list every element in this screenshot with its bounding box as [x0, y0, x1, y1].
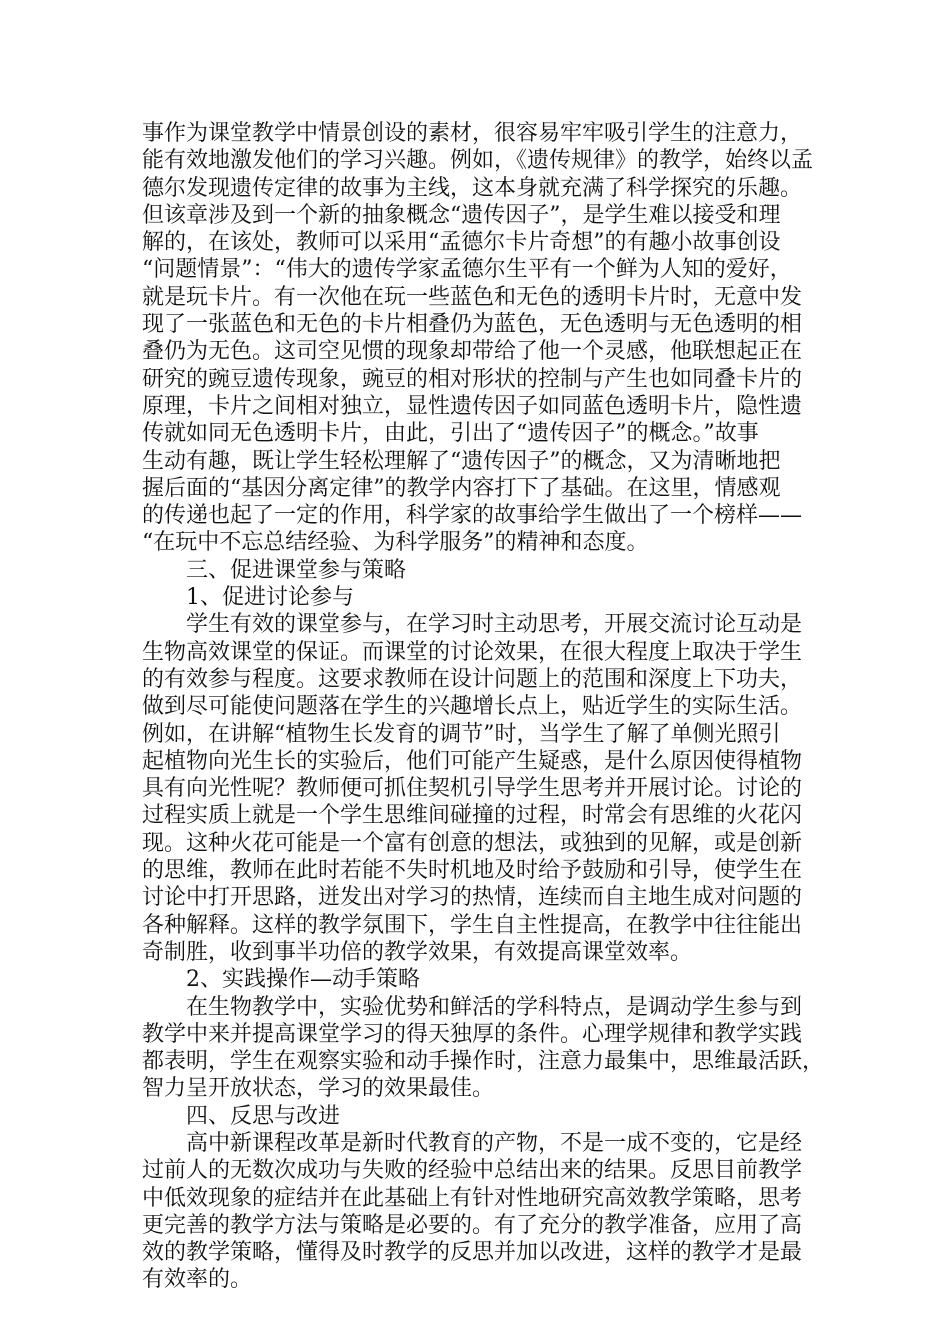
text-line: 奇制胜，收到事半功倍的教学效果，有效提高课堂效率。	[142, 939, 693, 965]
text-line: 具有向光性呢？教师便可抓住契机引导学生思考并开展讨论。讨论的	[142, 776, 803, 802]
text-line: 学生有效的课堂参与，在学习时主动思考，开展交流讨论互动是	[186, 612, 803, 638]
text-line: 智力呈开放状态，学习的效果最佳。	[142, 1076, 495, 1102]
text-line: 2、实践操作—动手策略	[186, 967, 420, 993]
text-line: 但该章涉及到一个新的抽象概念“遗传因子”，是学生难以接受和理	[142, 202, 781, 228]
text-line: 原理，卡片之间相对独立，显性遗传因子如同蓝色透明卡片，隐性遗	[142, 393, 803, 419]
text-line: 中低效现象的症结并在此基础上有针对性地研究高效教学策略，思考	[142, 1185, 803, 1211]
text-line: 更完善的教学方法与策略是必要的。有了充分的教学准备，应用了高	[142, 1212, 803, 1238]
text-line: 生动有趣，既让学生轻松理解了“遗传因子”的概念，又为清晰地把	[142, 448, 781, 474]
text-line: 起植物向光生长的实验后，他们可能产生疑惑，是什么原因使得植物	[142, 748, 803, 774]
text-line: 过程实质上就是一个学生思维间碰撞的过程，时常会有思维的火花闪	[142, 803, 803, 829]
text-line: 德尔发现遗传定律的故事为主线，这本身就充满了科学探究的乐趣。	[142, 175, 803, 201]
text-line: 做到尽可能使问题落在学生的兴趣增长点上，贴近学生的实际生活。	[142, 694, 803, 720]
text-line: 都表明，学生在观察实验和动手操作时，注意力最集中，思维最活跃，	[142, 1049, 825, 1075]
text-line: 1、促进讨论参与	[186, 585, 354, 611]
text-line: 的传递也起了一定的作用，科学家的故事给学生做出了一个榜样——	[142, 503, 803, 529]
text-line: 有效率的。	[142, 1267, 253, 1293]
text-line: 在生物教学中，实验优势和鲜活的学科特点，是调动学生参与到	[186, 994, 803, 1020]
document-body	[142, 120, 842, 1294]
text-line: 叠仍为无色。这司空见惯的现象却带给了他一个灵感，他联想起正在	[142, 339, 803, 365]
text-line: 解的，在该处，教师可以采用“孟德尔卡片奇想”的有趣小故事创设	[142, 230, 781, 256]
text-line: 能有效地激发他们的学习兴趣。例如，《遗传规律》的教学，始终以孟	[142, 148, 814, 174]
text-line: 研究的豌豆遗传现象，豌豆的相对形状的控制与产生也如同叠卡片的	[142, 366, 803, 392]
text-line: 的有效参与程度。这要求教师在设计问题上的范围和深度上下功夫，	[142, 666, 803, 692]
text-line: 就是玩卡片。有一次他在玩一些蓝色和无色的透明卡片时，无意中发	[142, 284, 803, 310]
text-line: 高中新课程改革是新时代教育的产物，不是一成不变的，它是经	[186, 1130, 803, 1156]
text-line: “问题情景”：“伟大的遗传学家孟德尔生平有一个鲜为人知的爱好，	[142, 257, 792, 283]
text-line: 过前人的无数次成功与失败的经验中总结出来的结果。反思目前教学	[142, 1158, 803, 1184]
text-line: 各种解释。这样的教学氛围下，学生自主性提高，在教学中往往能出	[142, 912, 803, 938]
text-line: “在玩中不忘总结经验、为科学服务”的精神和态度。	[142, 530, 649, 556]
text-line: 讨论中打开思路，迸发出对学习的热情，连续而自主地生成对问题的	[142, 885, 803, 911]
text-line: 效的教学策略，懂得及时教学的反思并加以改进，这样的教学才是最	[142, 1240, 803, 1266]
text-line: 生物高效课堂的保证。而课堂的讨论效果，在很大程度上取决于学生	[142, 639, 803, 665]
text-line: 三、促进课堂参与策略	[186, 557, 407, 583]
text-line: 传就如同无色透明卡片，由此，引出了“遗传因子”的概念。”故事	[142, 421, 759, 447]
text-line: 的思维，教师在此时若能不失时机地及时给予鼓励和引导，使学生在	[142, 858, 803, 884]
text-line: 握后面的“基因分离定律”的教学内容打下了基础。在这里，情感观	[142, 475, 781, 501]
text-line: 现。这种火花可能是一个富有创意的想法，或独到的见解，或是创新	[142, 830, 803, 856]
text-line: 例如，在讲解“植物生长发育的调节”时，当学生了解了单侧光照引	[142, 721, 781, 747]
text-line: 事作为课堂教学中情景创设的素材，很容易牢牢吸引学生的注意力，	[142, 121, 803, 146]
text-line: 现了一张蓝色和无色的卡片相叠仍为蓝色，无色透明与无色透明的相	[142, 312, 803, 338]
text-line: 四、反思与改进	[186, 1103, 341, 1129]
text-line: 教学中来并提高课堂学习的得天独厚的条件。心理学规律和教学实践	[142, 1021, 803, 1047]
